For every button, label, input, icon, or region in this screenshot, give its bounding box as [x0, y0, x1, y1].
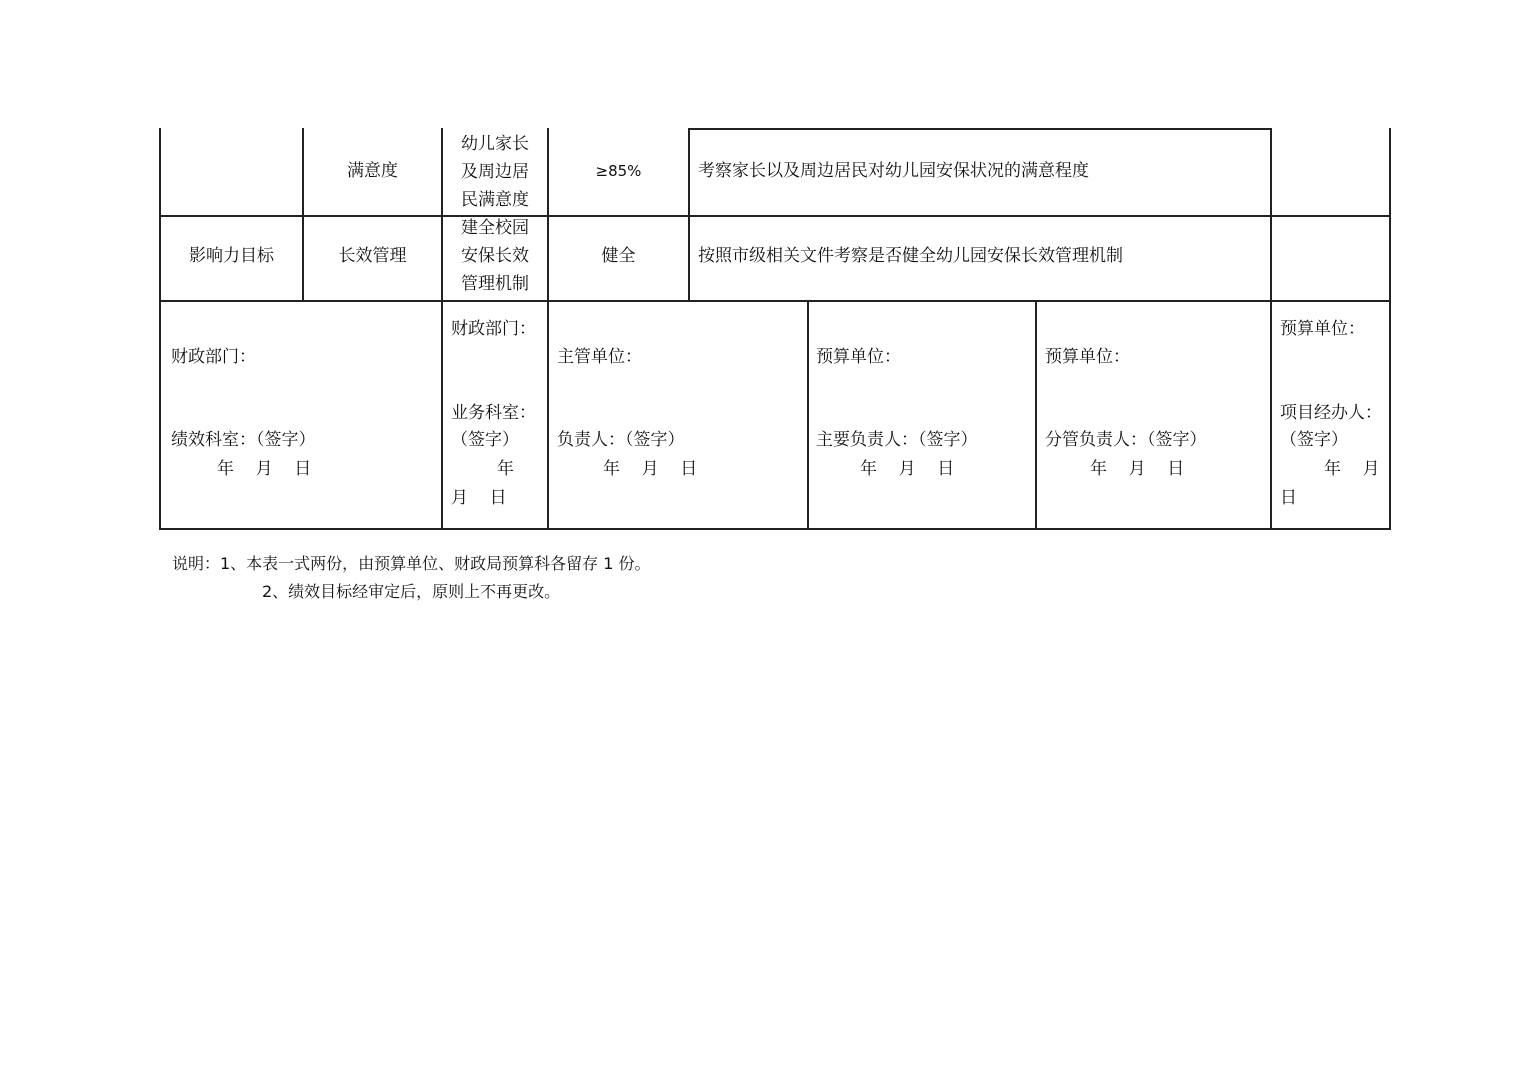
- indicator-description: 考察家长以及周边居民对幼儿园安保状况的满意程度: [698, 161, 1089, 181]
- note-line-2: 2、绩效目标经审定后，原则上不再更改。: [262, 582, 561, 601]
- dept-label: 财政部门：: [171, 347, 256, 367]
- col-divider: [1270, 128, 1272, 530]
- target-value: 健全: [601, 246, 636, 266]
- unit-label: 预算单位：: [816, 347, 901, 367]
- office-label: 业务科室：: [451, 403, 536, 423]
- level3-indicator-line: 幼儿家长: [461, 134, 529, 154]
- indicator-description: 按照市级相关文件考察是否健全幼儿园安保长效管理机制: [698, 246, 1123, 266]
- level1-indicator: 影响力目标: [189, 246, 274, 266]
- level3-indicator-line: 安保长效: [461, 246, 529, 266]
- row-divider: [159, 215, 1391, 217]
- signature-label: 主要负责人：（签字）: [816, 430, 978, 450]
- signature-label: 分管负责人：（签字）: [1045, 430, 1207, 450]
- level3-indicator-line: 民满意度: [461, 190, 529, 210]
- date-month-day-label: 月 日: [451, 488, 507, 508]
- date-label: 年 月 日: [860, 459, 955, 479]
- table-left-border: [159, 128, 161, 530]
- level2-indicator: 长效管理: [338, 246, 407, 266]
- dept-label: 财政部门：: [451, 319, 536, 339]
- table-bottom-border: [159, 528, 1391, 530]
- level3-indicator-line: 建全校园: [461, 218, 529, 238]
- unit-label: 主管单位：: [557, 347, 642, 367]
- col-divider: [807, 300, 809, 530]
- table-top-border: [688, 128, 1272, 130]
- col-divider: [1035, 300, 1037, 530]
- table-right-border: [1389, 128, 1391, 530]
- col-divider: [547, 128, 549, 530]
- col-divider: [688, 128, 690, 302]
- note-line-1: 说明：1、本表一式两份，由预算单位、财政局预算科各留存 1 份。: [172, 554, 651, 573]
- date-year-month-label: 年 月: [1324, 459, 1380, 479]
- date-label: 年 月 日: [1090, 459, 1185, 479]
- signature-label: （签字）: [451, 430, 519, 450]
- target-value: ≥85%: [595, 162, 642, 180]
- unit-label: 预算单位：: [1045, 347, 1130, 367]
- col-divider: [302, 128, 304, 302]
- level3-indicator-line: 及周边居: [461, 162, 529, 182]
- signature-label: （签字）: [1280, 430, 1348, 450]
- person-label: 项目经办人：: [1280, 403, 1382, 423]
- date-label: 年 月 日: [603, 459, 698, 479]
- date-label: 年 月 日: [217, 459, 312, 479]
- signature-label: 绩效科室：（签字）: [171, 430, 316, 450]
- date-year-label: 年: [497, 459, 514, 479]
- row-divider: [159, 300, 1391, 302]
- level2-indicator: 满意度: [347, 161, 398, 181]
- date-day-label: 日: [1280, 488, 1297, 508]
- level3-indicator-line: 管理机制: [461, 274, 529, 294]
- signature-label: 负责人：（签字）: [557, 430, 685, 450]
- unit-label: 预算单位：: [1280, 319, 1365, 339]
